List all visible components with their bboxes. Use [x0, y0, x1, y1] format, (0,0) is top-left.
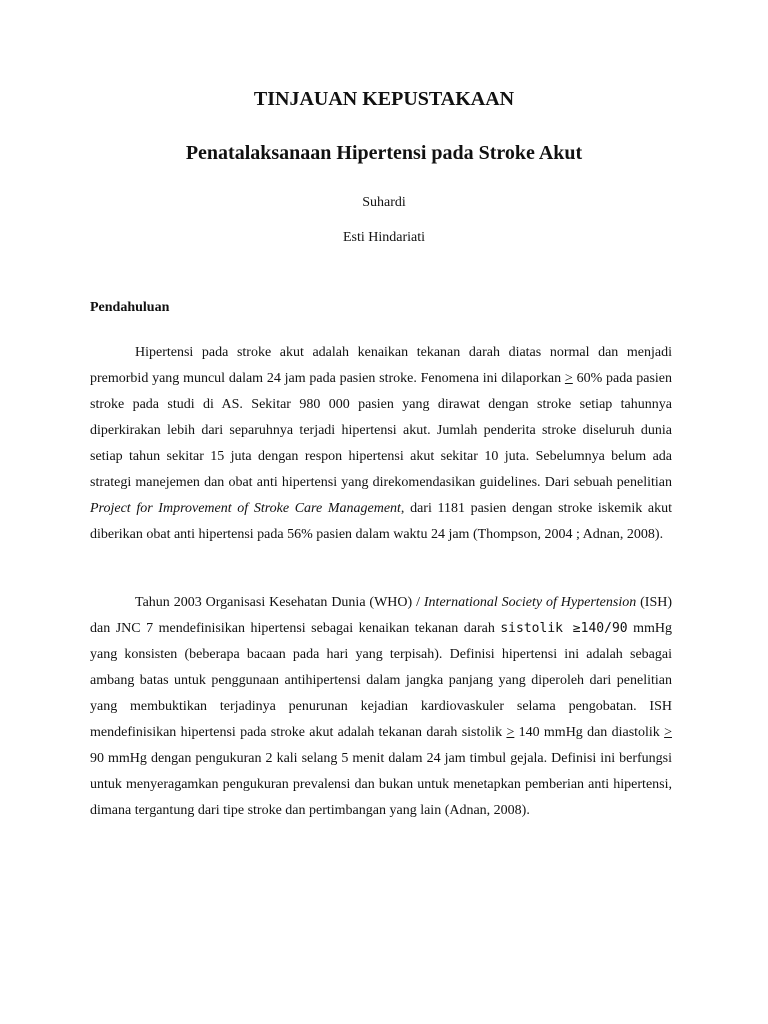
paragraph-text: 60% pada pasien stroke pada studi di AS. Sekitar 980 000 pasien yang dirawat dengan stroke setiap tahunnya diperkirakan lebih dari separuhnya terjadi hipertensi akut. Jumlah penderita stroke diseluruh dunia setiap tahun sekitar 15 juta dengan respon hipertensi akut sekitar 10 juta. Sebelumnya belum ada strategi manejemen dan obat anti hipertensi yang direkomendasikan guidelines. Dari sebuah penelitian	[90, 371, 672, 490]
paragraph-text: (ISH) dan JNC 7 mendefinisikan hipertensi sebagai kenaikan tekanan darah	[90, 595, 673, 636]
paragraph-text: Tahun 2003 Organisasi Kesehatan Dunia (WHO) /	[135, 595, 424, 610]
document-title: TINJAUAN KEPUSTAKAAN	[253, 88, 515, 110]
italic-title: Project for Improvement of Stroke Care Management	[90, 501, 401, 516]
italic-organization: International Society of Hypertension	[423, 595, 637, 610]
paragraph-text: mmHg yang konsisten (beberapa bacaan pada hari yang terpisah). Definisi hipertensi ini adalah sebagai ambang batas untuk penggunaan antihipertensi dalam jangka panjang yang diperoleh dari penelitian yang membuktikan terjadinya penurunan kejadian kardiovaskuler selama pengobatan. ISH mendefinisikan hipertensi pada stroke akut adalah tekanan darah sistolik	[90, 621, 673, 740]
greater-or-equal-sign: >	[506, 725, 515, 740]
body-paragraph	[90, 340, 672, 548]
greater-or-equal-sign: >	[564, 371, 573, 386]
author-name: Suhardi	[362, 195, 406, 210]
section-heading: Pendahuluan	[90, 300, 170, 315]
author-name: Esti Hindariati	[342, 230, 426, 245]
paragraph-text: , dari 1181 pasien dengan stroke iskemik akut diberikan obat anti hipertensi pada 56% pasien dalam waktu 24 jam (Thompson, 2004 ; Adnan, 2008).	[90, 501, 672, 542]
paragraph-text: Hipertensi pada stroke akut adalah kenaikan tekanan darah diatas normal dan menjadi premorbid yang muncul dalam 24 jam pada pasien stroke. Fenomena ini dilaporkan	[90, 345, 672, 386]
greater-or-equal-sign: >	[664, 725, 672, 740]
threshold-value: sistolik ≥140/90	[500, 621, 628, 636]
paragraph-text: 140 mmHg dan diastolik	[514, 725, 665, 740]
paragraph-text: 90 mmHg dengan pengukuran 2 kali selang 5 menit dalam 24 jam timbul gejala. Definisi ini berfungsi untuk menyeragamkan pengukuran prevalensi dan bukan untuk menetapkan pemberian anti hipertensi, dimana tergantung dari tipe stroke dan pertimbangan yang lain (Adnan, 2008).	[90, 751, 672, 818]
body-paragraph	[90, 590, 672, 824]
document-subtitle: Penatalaksanaan Hipertensi pada Stroke Akut	[185, 142, 583, 164]
